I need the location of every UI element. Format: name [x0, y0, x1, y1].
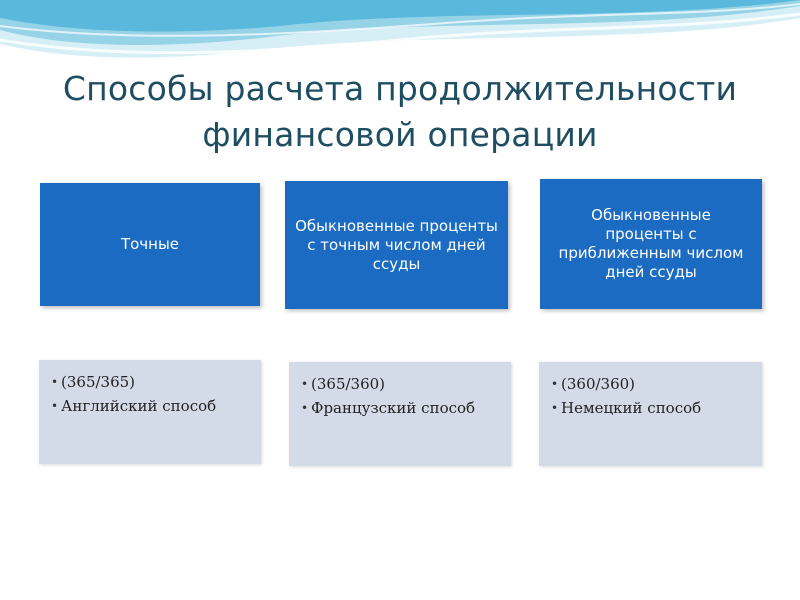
detail-item: • Немецкий способ	[551, 396, 752, 420]
method-details-exact	[39, 360, 261, 464]
detail-item: • (365/365)	[51, 370, 251, 394]
method-heading-exact-label: Точные	[120, 235, 180, 253]
detail-item: • (365/360)	[301, 372, 501, 396]
detail-item: • Французский способ	[301, 396, 501, 420]
detail-item: • Английский способ	[51, 394, 251, 418]
method-heading-ordinary-exact	[285, 181, 508, 309]
slide-title: Способы расчета продолжительности финансовой операции	[62, 69, 738, 154]
detail-item: • (360/360)	[551, 372, 752, 396]
method-heading-exact	[40, 183, 260, 306]
method-heading-ordinary-approx-label: Обыкновенные проценты с приближенным числом дней ссуды	[558, 206, 744, 281]
method-details-ordinary-approx	[539, 362, 762, 466]
method-details-ordinary-exact	[289, 362, 511, 466]
method-heading-ordinary-exact-label: Обыкновенные проценты с точным числом дней ссуды	[295, 216, 498, 273]
method-heading-ordinary-approx	[540, 179, 762, 309]
